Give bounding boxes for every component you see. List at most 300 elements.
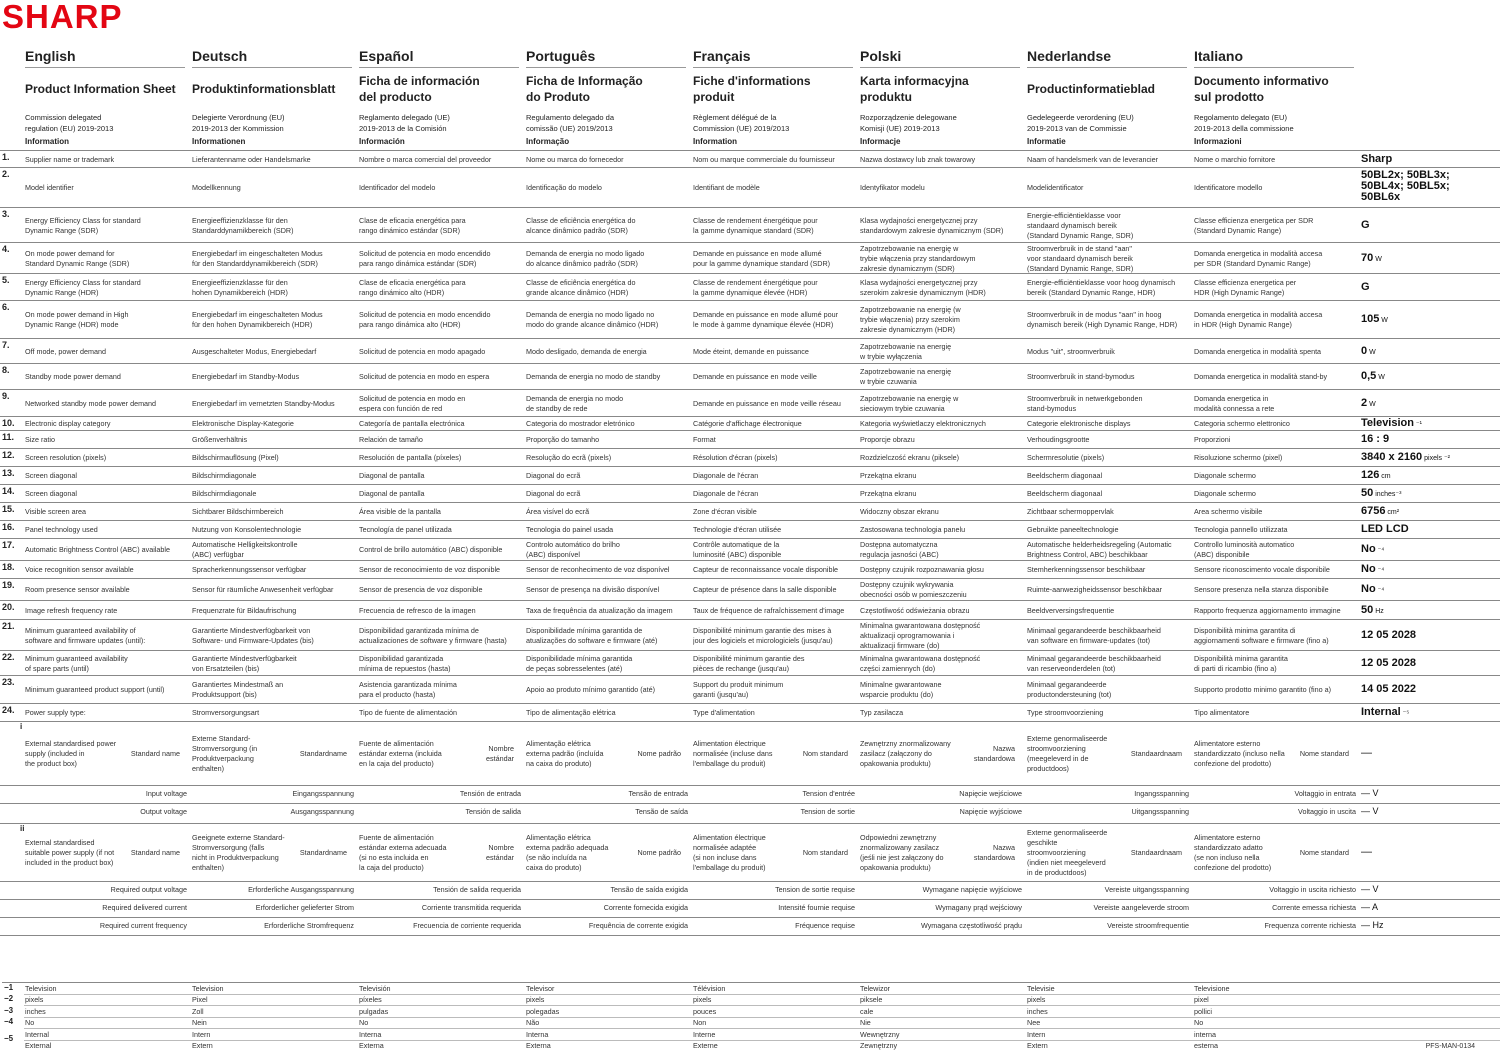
row-label: Controlo automático do brilho (ABC) disponível [526,540,620,559]
row-value [1361,470,1391,482]
row-label: Tecnologia do painel usada [526,525,614,534]
value-text: G [1361,280,1370,293]
language-name: Italiano [1194,48,1244,64]
footnote-text: pixels [693,995,712,1005]
row-label: Demande en puissance en mode allumé pour la gamme dynamique standard (SDR) [693,248,831,268]
value-text: 3840 x 2160 [1361,451,1423,463]
row-label: Solicitud de potencia en modo encendido para rango dinámica alto (HDR) [359,310,491,329]
psu-value: — [1361,846,1372,858]
row-label: Supplier name or trademark [25,154,115,164]
row-number: 7. [2,340,10,350]
row-label: Energiebedarf im Standby-Modus [192,372,300,381]
row-label: Classe de eficiência energética do alcance dinâmico padrão (SDR) [526,215,636,235]
psu-description: Alimentação elétrica externa padrão adequada (se não incluída na caixa do produto) [526,833,609,872]
footnote-text: Television [25,984,57,993]
footnote-text: Não [526,1018,540,1028]
row-label: Diagonale de l'écran [693,489,759,498]
row-label: Demande en puissance en mode veille [693,372,817,381]
sheet-title: Ficha de Informação do Produto [526,74,643,104]
row-label: Classe de eficiência energética do grande alcance dinâmico (HDR) [526,277,636,297]
row-label: Dostępny czujnik rozpoznawania głosu [860,565,984,574]
row-value [1361,154,1392,165]
psu-parameter: Output voltage [140,807,187,816]
language-column-0 [25,48,185,146]
row-label: Diagonal de pantalla [359,471,425,480]
row-label: Demanda de energia no modo ligado do alcance dinâmico padrão (SDR) [526,248,645,268]
footnote-text: pollici [1194,1006,1212,1016]
psu-parameter: Frecuencia de corriente requerida [413,921,521,930]
header-rule [860,67,1020,68]
footnote-text: No [25,1018,35,1028]
row-label: Technologie d'écran utilisée [693,525,782,534]
row-label: Automatische Helligkeitskontrolle (ABC) verfügbar [192,540,298,559]
row-label: Resolución de pantalla (píxeles) [359,453,462,462]
value-unit: W [1379,317,1388,324]
row-label: Mode éteint, demande en puissance [693,346,809,356]
row-label: Demanda de energia no modo de standby [526,372,661,381]
psu-description: Zewnętrzny znormalizowany zasilacz (załączony do opakowania produktu) [860,739,951,768]
language-name: English [25,48,76,64]
psu-description: Fuente de alimentación estándar externa adecuada (si no esta incluida en la caja del producto) [359,833,447,872]
row-label: Przekątna ekranu [860,471,917,480]
psu-parameter: Required delivered current [102,903,187,912]
psu-subrow [0,721,1500,786]
footnote-text: polegadas [526,1006,560,1016]
footnote-text: Zoll [192,1006,204,1016]
footnote-number: −2 [4,994,14,1004]
row-label: Klasa wydajności energetycznej przy standardowym zakresie dynamicznym (SDR) [860,215,1004,235]
row-label: Nom ou marque commerciale du fournisseur [693,154,835,164]
row-label: Größenverhältnis [192,435,248,444]
row-label: Sensor de reconhecimento de voz disponível [526,565,670,574]
spec-row [0,430,1500,449]
row-label: Przekątna ekranu [860,489,917,498]
footnote-number: −5 [4,1033,14,1043]
row-label: Sichtbarer Bildschirmbereich [192,507,284,516]
row-number: 8. [2,365,10,375]
information-label: Information [693,137,737,146]
footnote-text: pixels [1027,995,1046,1005]
row-label: Off mode, power demand [25,346,106,356]
row-label: Widoczny obszar ekranu [860,507,939,516]
footnote-text: External [25,1041,52,1050]
spec-row [0,675,1500,704]
regulation-text: Rozporządzenie delegowane Komisji (UE) 2019-2013 [860,113,957,133]
header-rule [1194,67,1354,68]
language-name: Nederlandse [1027,48,1112,64]
regulation-text: Regolamento delegato (EU) 2019-2013 della commissione [1194,113,1294,133]
language-name: Polski [860,48,902,64]
psu-description: Alimentation électrique normalisée (incluse dans l'emballage du produit) [693,739,773,768]
psu-parameter: Fréquence requise [795,921,855,930]
footnote-text: Non [693,1018,707,1028]
psu-value: — Hz [1361,920,1384,930]
row-label: Lieferantenname oder Handelsmarke [192,154,311,164]
spec-row [0,650,1500,676]
psu-parameter: Erforderliche Ausgangsspannung [248,885,354,894]
footnote-text: Intern [192,1029,211,1039]
row-label: Type stroomvoorziening [1027,708,1104,717]
row-label: Garantierte Mindestverfügbarkeit von Software- und Firmware-Updates (bis) [192,625,314,645]
psu-description: External standardised power supply (included in the product box) [25,739,117,768]
footnote-rule [24,1005,1500,1006]
row-label: Panel technology used [25,525,98,534]
psu-value: — A [1361,902,1379,912]
row-label: Stroomverbruik in de stand "aan" voor standaard dynamisch bereik (Standard Dynamic Range, SDR) [1027,244,1134,273]
row-value [1361,658,1416,669]
row-label: Identyfikator modelu [860,183,925,192]
psu-parameter: Tensão de entrada [628,789,688,798]
psu-parameter: Tensión de salida requerida [433,885,521,894]
row-label: Energiebedarf im eingeschalteten Modus für den Standarddynamikbereich (SDR) [192,248,323,268]
row-number: 20. [2,602,15,612]
row-label: Zone d'écran visible [693,507,757,516]
row-label: Networked standby mode power demand [25,398,157,408]
row-label: Klasa wydajności energetycznej przy szerokim zakresie dynamicznym (HDR) [860,277,986,297]
footnote-text: Télévision [693,984,726,993]
spec-row [0,207,1500,243]
row-label: Demande en puissance en mode allumé pour le mode à gamme dynamique élevée (HDR) [693,310,839,329]
footnote-rule [24,1017,1500,1018]
header-rule [693,67,853,68]
psu-parameter: Frequência de corrente exigida [588,921,688,930]
row-value [1361,220,1370,231]
spec-row [0,600,1500,620]
row-label: Dostępna automatyczna regulacja jasności (ABC) [860,540,939,559]
footnote-text: pouces [693,1006,717,1016]
psu-description: Alimentação elétrica externa padrão (incluída na caixa do produto) [526,739,604,768]
row-label: Voice recognition sensor available [25,565,134,574]
regulation-text: Delegierte Verordnung (EU) 2019-2013 der Kommission [192,113,285,133]
psu-standard-name: Nome padrão [637,749,681,758]
psu-subrow [0,803,1500,822]
row-label: Domanda energetica in modalità accesa per SDR (Standard Dynamic Range) [1194,248,1323,268]
row-number: 9. [2,391,10,401]
value-unit: W [1367,400,1376,408]
row-label: Garantiertes Mindestmaß an Produktsupport (bis) [192,680,284,699]
psu-standard-name: Nombre estándar [486,744,514,763]
table-end-rule [0,935,1500,937]
row-number: 13. [2,468,15,478]
psu-parameter: Corrente emessa richiesta [1272,903,1356,912]
row-label: Identificatore modello [1194,183,1263,192]
header-rule [1027,67,1187,68]
row-label: Kategoria wyświetlaczy elektronicznych [860,419,986,428]
footnote-number: −3 [4,1005,14,1015]
psu-standard-name: Nome standard [1299,749,1349,758]
row-label: Minimum guaranteed availability of software and firmware updates (until): [25,625,146,645]
value-text: 12 05 2028 [1361,628,1417,641]
row-label: Model identifier [25,183,74,192]
footnote-text: Televisión [359,984,391,993]
row-label: Minimalne gwarantowane wsparcie produktu (do) [860,680,942,699]
footnote-text: Interna [359,1029,382,1039]
psu-standard-name: Standaardnaam [1130,749,1182,758]
psu-standard-name: Standardname [299,749,347,758]
row-number: 15. [2,504,15,514]
row-label: Stroomverbruik in stand-bymodus [1027,372,1135,381]
footnote-text: Intern [1027,1029,1046,1039]
psu-parameter: Intensité fournie requise [778,903,855,912]
row-label: Verhoudingsgrootte [1027,435,1090,444]
row-label: Support du produit minimum garanti (jusqu'au) [693,680,784,699]
information-label: Informazioni [1194,137,1242,146]
value-unit: cm² [1385,509,1400,516]
row-value [1361,452,1450,464]
row-label: Sensor de presença na divisão disponível [526,585,660,594]
row-value [1361,418,1422,430]
row-label: Relación de tamaño [359,435,423,444]
row-label: Dostępny czujnik wykrywania obecności osób w pomieszczeniu [860,580,967,599]
psu-standard-name: Standardname [299,848,347,857]
row-value [1361,314,1388,326]
language-name: Español [359,48,414,64]
sheet-title: Product Information Sheet [25,81,176,96]
spec-row [0,703,1500,722]
value-text: 12 05 2028 [1361,656,1417,669]
row-label: Disponibilidade mínima garantida de peças sobresselentes (até) [526,653,633,673]
spec-row [0,167,1500,208]
row-label: Minimum guaranteed availability of spare parts (until) [25,653,128,673]
row-label: Stemherkenningssensor beschikbaar [1027,565,1146,574]
row-label: On mode power demand for Standard Dynamic Range (SDR) [25,248,130,268]
row-label: Minimaal gegarandeerde beschikbaarheid van software en firmware-updates (tot) [1027,625,1161,645]
row-value [1361,488,1401,500]
psu-standard-name: Standard name [130,848,180,857]
information-label: Informationen [192,137,246,146]
row-label: Resolução do ecrã (pixels) [526,453,612,462]
value-text: 6756 [1361,505,1386,517]
row-label: Bildschirmauflösung (Pixel) [192,453,279,462]
row-label: Identificação do modelo [526,183,602,192]
spec-row [0,242,1500,274]
psu-parameter: Voltaggio in uscita richiesto [1269,885,1356,894]
row-label: Asistencia garantizada mínima para el producto (hasta) [359,680,457,699]
footnote-text: interna [1194,1029,1216,1039]
psu-parameter: Input voltage [145,789,187,798]
spec-row [0,300,1500,339]
footnote-rule [24,1028,1500,1029]
row-label: Disponibilidade mínima garantida de atualizações do software e firmware (até) [526,625,658,645]
spec-row [0,466,1500,485]
row-label: Sensor de reconocimiento de voz disponible [359,565,501,574]
row-number: 5. [2,275,10,285]
row-label: Częstotliwość odświeżania obrazu [860,605,970,615]
row-label: Tecnología de panel utilizada [359,525,452,534]
row-label: Identificador del modelo [359,183,436,192]
spec-row [0,502,1500,521]
row-value [1361,506,1399,518]
row-value [1361,564,1384,576]
header-rule [25,67,185,68]
footnote-text: Wewnętrzny [860,1029,900,1039]
row-number: 17. [2,540,15,550]
row-label: Schermresolutie (pixels) [1027,453,1105,462]
psu-subrow [0,785,1500,804]
row-label: Proporção do tamanho [526,435,600,444]
row-label: Screen resolution (pixels) [25,453,107,462]
psu-parameter: Napięcie wyjściowe [959,807,1022,816]
psu-parameter: Wymagane napięcie wyjściowe [922,885,1022,894]
psu-standard-name: Nombre estándar [486,843,514,862]
row-label: Frequenzrate für Bildaufrischung [192,605,297,615]
psu-description: Externe genormaliseerde stroomvoorziening (meegeleverd in de productdoos) [1027,734,1108,773]
value-text: No [1361,583,1376,595]
sheet-title: Fiche d'informations produit [693,74,811,104]
row-value [1361,524,1409,535]
row-label: Sensor für räumliche Anwesenheit verfügbar [192,585,334,594]
footnote-text: Nee [1027,1018,1041,1028]
footnote-text: Nein [192,1018,207,1028]
psu-parameter: Tensión de entrada [459,789,521,798]
psu-value: — V [1361,806,1379,816]
spec-row [0,619,1500,651]
value-text: LED LCD [1361,523,1409,535]
psu-standard-name: Nom standard [802,749,848,758]
footnote-text: inches [1027,1006,1048,1016]
row-label: Gebruikte paneeltechnologie [1027,525,1119,534]
row-label: Frecuencia de refresco de la imagen [359,605,476,615]
row-value [1361,253,1382,265]
psu-parameter: Tension de sortie [800,807,855,816]
row-number: 3. [2,209,10,219]
psu-parameter: Tensão de saída [635,807,688,816]
footnote-text: pixels [25,995,44,1005]
footnote-text: pixel [1194,995,1209,1005]
psu-marker: i [20,722,23,731]
row-label: Typ zasilacza [860,708,904,717]
row-label: Energieeffizienzklasse für den hohen Dynamikbereich (HDR) [192,277,288,297]
row-value [1361,605,1384,617]
psu-parameter: Corriente transmitida requerida [421,903,521,912]
row-label: Clase de eficacia energética para rango dinámico estándar (SDR) [359,215,466,235]
value-text: 50 [1361,603,1374,616]
psu-subrow [0,917,1500,936]
row-label: Solicitud de potencia en modo en espera [359,372,490,381]
sheet-title: Productinformatieblad [1027,81,1156,96]
footnote-text: esterna [1194,1041,1218,1050]
row-value [1361,707,1409,719]
row-label: Zapotrzebowanie na energię (w trybie włączenia) przy szerokim zakresie dynamicznym (HDR) [860,305,961,334]
spec-row [0,560,1500,579]
row-label: Zapotrzebowanie na energię w trybie wyłączenia [860,341,952,361]
row-label: Rapporto frequenza aggiornamento immagine [1194,605,1341,615]
language-headers [25,48,1500,150]
row-label: Stromversorgungsart [192,708,260,717]
value-text: 2 [1361,396,1368,409]
row-label: Beeldverversingsfrequentie [1027,605,1115,615]
regulation-text: Regulamento delegado da comissão (UE) 2019/2013 [526,113,614,133]
row-label: Capteur de présence dans la salle disponible [693,585,837,594]
row-label: Stroomverbruik in netwerkgebonden stand-bymodus [1027,393,1143,413]
language-column-5 [860,48,1020,146]
document-code: PFS-MAN-0134 [1425,1043,1475,1050]
row-label: Domanda energetica in modalità stand-by [1194,372,1328,381]
footnote-text: Extern [192,1041,213,1050]
row-number: 12. [2,450,15,460]
row-label: Classe de rendement énergétique pour la gamme dynamique standard (SDR) [693,215,818,235]
value-unit: ⁻¹ [1413,421,1422,428]
row-label: Diagonal do ecrã [526,471,581,480]
row-label: Demanda de energia no modo de standby de rede [526,393,624,413]
psu-marker: ii [20,824,25,833]
value-unit: pixels ⁻² [1422,455,1450,462]
psu-parameter: Frequenza corrente richiesta [1264,921,1356,930]
row-label: Proporzioni [1194,435,1231,444]
psu-description: Alimentatore esterno standardizzato (incluso nella confezione del prodotto) [1194,739,1285,768]
language-column-7 [1194,48,1354,146]
psu-parameter: Tension de sortie requise [775,885,855,894]
row-label: Energiebedarf im eingeschalteten Modus für den hohen Dynamikbereich (HDR) [192,310,323,329]
footnote-text: Internal [25,1029,49,1039]
row-label: Visible screen area [25,507,86,516]
row-number: 11. [2,432,15,442]
information-label: Información [359,137,405,146]
footnote-text: píxeles [359,995,382,1005]
row-label: Disponibilidad garantizada mínima de repuestos (hasta) [359,653,451,673]
language-name: Deutsch [192,48,248,64]
value-text: 14 05 2022 [1361,683,1417,695]
row-label: Control de brillo automático (ABC) disponible [359,545,503,554]
spec-row [0,150,1500,168]
row-number: 19. [2,580,15,590]
row-label: Standby mode power demand [25,372,121,381]
row-label: Nombre o marca comercial del proveedor [359,154,492,164]
footnote-text: No [359,1018,369,1028]
psu-description: Alimentatore esterno standardizzato adatto (se non incluso nella confezione del prodotto) [1194,833,1272,872]
information-label: Information [25,137,69,146]
footnote-text: pulgadas [359,1006,389,1016]
row-label: Automatische helderheidsregeling (Automatic Brightness Control, ABC) beschikbaar [1027,540,1172,559]
footnote-text: Televisie [1027,984,1055,993]
footnote-rule [2,982,1500,983]
row-label: Automatic Brightness Control (ABC) available [25,545,171,554]
row-label: Tipo de fuente de alimentación [359,708,458,717]
psu-description: External standardised suitable power supply (if not included in the product box) [25,838,115,867]
value-text: G [1361,218,1370,231]
footnote-text: Television [192,984,224,993]
row-label: Rozdzielczość ekranu (piksele) [860,453,960,462]
header-rule [526,67,686,68]
language-column-3 [526,48,686,146]
psu-parameter: Required current frequency [99,921,187,930]
information-label: Informacje [860,137,901,146]
row-number: 18. [2,562,15,572]
footnote-text: Externe [693,1041,718,1050]
row-label: Proporcje obrazu [860,435,915,444]
row-value [1361,398,1376,410]
header-rule [359,67,519,68]
psu-standard-name: Nom standard [802,848,848,857]
value-unit: W [1373,255,1382,263]
row-label: Beeldscherm diagonaal [1027,489,1103,498]
row-label: Taxa de frequência da atualização da imagem [526,605,673,615]
value-text: 105 [1361,313,1380,325]
row-value [1361,170,1450,203]
brand-wordmark: SHARP [2,0,123,34]
psu-parameter: Vereiste uitgangsspanning [1104,885,1189,894]
footnote-text: Nie [860,1018,871,1028]
value-text: 0,5 [1361,370,1377,382]
spec-row [0,363,1500,390]
spec-row [0,484,1500,503]
row-label: Categoria schermo elettronico [1194,419,1290,428]
row-value [1361,434,1389,445]
row-label: Apoio ao produto mínimo garantido (até) [526,685,656,694]
value-unit: ⁻⁵ [1400,710,1410,717]
row-number: 24. [2,705,15,715]
row-label: Capteur de reconnaissance vocale disponible [693,565,839,574]
